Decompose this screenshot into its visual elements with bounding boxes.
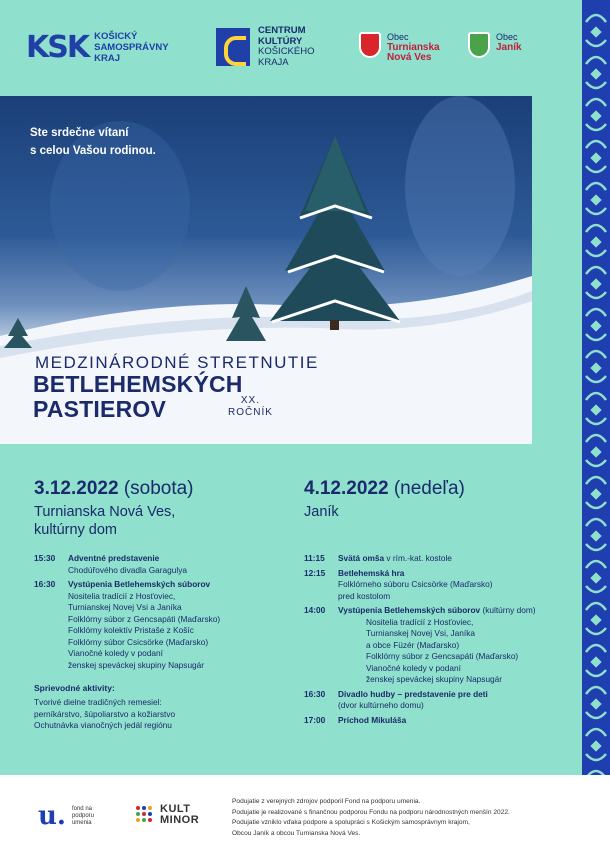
event-edition: XX. ROČNÍK bbox=[228, 395, 273, 418]
ornament-arc bbox=[586, 393, 606, 400]
schedule-detail: Folklórny kolektív Pristaše z Košíc bbox=[68, 625, 194, 635]
ornament-arc bbox=[586, 628, 606, 634]
schedule-event-title: Vystúpenia Betlehemských súborov bbox=[68, 579, 211, 589]
ornament-diamond bbox=[590, 68, 601, 79]
ornament-arc bbox=[586, 225, 606, 232]
ck-logo-text: CENTRUM KULTÚRY KOŠICKÉHO KRAJA bbox=[258, 25, 315, 68]
ornament-arc bbox=[586, 57, 606, 64]
schedule-detail: Folklórny súbor z Gencsapáti (Maďarsko) bbox=[366, 651, 519, 661]
ornament-border bbox=[582, 0, 610, 775]
kultminor-dots-icon bbox=[136, 806, 154, 824]
ornament-diamond bbox=[590, 320, 601, 331]
ornament-arc bbox=[586, 82, 606, 88]
ck-logo bbox=[216, 26, 315, 68]
event-subtitle: MEDZINÁRODNÉ STRETNUTIE bbox=[35, 353, 319, 372]
ornament-diamond bbox=[590, 572, 601, 583]
schedule-event bbox=[338, 553, 452, 565]
ornament-arc bbox=[586, 460, 606, 466]
extras-title: Sprievodné aktivity: bbox=[34, 683, 115, 693]
ornament-arc bbox=[586, 124, 606, 130]
ornament-diamond bbox=[590, 446, 601, 457]
schedule-row bbox=[34, 553, 284, 565]
ornament-arc bbox=[586, 519, 606, 526]
hero-tagline: Ste srdečne vítaní s celou Vašou rodinou. bbox=[30, 127, 156, 157]
footer bbox=[0, 775, 610, 863]
ornament-arc bbox=[586, 754, 606, 760]
schedule-event bbox=[68, 553, 159, 565]
day2-place: Janík bbox=[304, 504, 339, 520]
ksk-logo-mark: KSK bbox=[26, 30, 89, 65]
schedule-event-title: Adventné predstavenie bbox=[68, 553, 160, 563]
janik-logo: Obec Janík bbox=[468, 32, 522, 58]
header-logos bbox=[26, 24, 570, 74]
ornament-arc bbox=[586, 250, 606, 256]
ksk-logo-text: KOŠICKÝ SAMOSPRÁVNY KRAJ bbox=[94, 31, 169, 64]
day1-program bbox=[34, 478, 284, 732]
schedule-detail: Vianočné koledy v podaní bbox=[68, 648, 163, 658]
ornament-arc bbox=[586, 502, 606, 508]
day1-schedule bbox=[34, 553, 284, 671]
ornament-arc bbox=[586, 544, 606, 550]
extras-item: perníkárstvo, šúpoliarstvo a kožiarstvo bbox=[34, 708, 176, 719]
ornament-arc bbox=[586, 687, 606, 694]
funding-note: Podujatie z verejných zdrojov podporil Fond na podporu umenia. bbox=[232, 798, 421, 805]
day2-date: 4.12.2022 (nedeľa) bbox=[304, 478, 465, 499]
ornament-arc bbox=[586, 334, 606, 340]
schedule-time: 16:30 bbox=[34, 579, 56, 589]
schedule-row bbox=[304, 568, 574, 580]
schedule-event-note: (kultúrny dom) bbox=[480, 605, 536, 615]
funding-note: Podujatie vzniklo vďaka podpore a spolupráci s Košickým samosprávnym krajom, bbox=[232, 819, 470, 826]
funding-note: Obcou Janík a obcou Turnianska Nová Ves. bbox=[232, 829, 361, 837]
ornament-arc bbox=[586, 15, 606, 22]
ornament-arc bbox=[586, 208, 606, 214]
ornament-arc bbox=[586, 40, 606, 46]
day1-date: 3.12.2022 (sobota) bbox=[34, 478, 194, 499]
ornament-arc bbox=[586, 645, 606, 652]
ornament-arc bbox=[586, 141, 606, 148]
ornament-diamond bbox=[590, 530, 601, 541]
ornament-arc bbox=[586, 561, 606, 568]
schedule-event-title: Svätá omša bbox=[338, 553, 385, 563]
schedule-row bbox=[304, 715, 574, 727]
ornament-arc bbox=[586, 309, 606, 316]
ornament-diamond bbox=[590, 362, 601, 373]
fund-logo bbox=[38, 801, 112, 831]
schedule-detail: Nositelia tradícií z Hosťoviec, bbox=[68, 590, 176, 601]
extras-list bbox=[34, 697, 284, 732]
fund-logo-mark: u. bbox=[38, 801, 66, 831]
schedule-detail: ženskej speváckej skupiny Napsugár bbox=[366, 674, 503, 684]
schedule-detail: a obce Füzér (Maďarsko) bbox=[366, 639, 460, 650]
ornament-diamond bbox=[590, 278, 601, 289]
ornament-arc bbox=[586, 435, 606, 442]
ck-logo-icon bbox=[216, 28, 250, 66]
ornament-arc bbox=[586, 477, 606, 484]
ornament-diamond bbox=[590, 698, 601, 709]
day2-schedule bbox=[304, 553, 574, 726]
ksk-logo bbox=[26, 30, 174, 65]
ornament-arc bbox=[586, 267, 606, 274]
schedule-row bbox=[304, 605, 574, 617]
kultminor-logo: KULT MINOR bbox=[136, 804, 199, 826]
schedule-detail: ženskej speváckej skupiny Napsugár bbox=[68, 659, 205, 670]
schedule-event-title: Vystúpenia Betlehemských súborov bbox=[338, 605, 481, 615]
ornament-arc bbox=[586, 376, 606, 382]
schedule-event bbox=[338, 715, 406, 727]
tnv-logo: Obec Turnianska Nová Ves bbox=[359, 32, 440, 64]
schedule-time: 17:00 bbox=[304, 714, 326, 725]
schedule-detail: Vianočné koledy v podaní bbox=[366, 662, 461, 673]
schedule-event bbox=[68, 579, 210, 591]
ornament-arc bbox=[586, 351, 606, 358]
ornament-arc bbox=[586, 586, 606, 592]
hero-image bbox=[0, 96, 532, 444]
ornament-arc bbox=[586, 729, 606, 736]
fir-tree-icon bbox=[270, 136, 400, 330]
ornament-arc bbox=[586, 99, 606, 106]
ornament-arc bbox=[586, 712, 606, 718]
ornament-diamond bbox=[590, 488, 601, 499]
ornament-diamond bbox=[590, 26, 601, 37]
fund-logo-text: fond na podporu umenia bbox=[71, 805, 94, 826]
day2-program bbox=[304, 478, 574, 726]
schedule-time: 11:15 bbox=[304, 553, 325, 563]
extras-item: Ochutnávka vianočných jedál regiónu bbox=[34, 720, 172, 730]
ornament-diamond bbox=[590, 614, 601, 625]
extras-item: Tvorivé dielne tradičných remesiel: bbox=[34, 697, 162, 707]
ornament-arc bbox=[586, 418, 606, 424]
schedule-time: 12:15 bbox=[304, 567, 326, 578]
schedule-event bbox=[338, 689, 488, 701]
schedule-detail: Nositelia tradícií z Hosťoviec, bbox=[366, 616, 474, 627]
ornament-diamond bbox=[590, 236, 601, 247]
ornament-arc bbox=[586, 292, 606, 298]
schedule-event-title: Betlehemská hra bbox=[338, 567, 405, 578]
ornament-arc bbox=[586, 183, 606, 190]
ornament-diamond bbox=[590, 152, 601, 163]
ornament-diamond bbox=[590, 110, 601, 121]
schedule-detail: pred kostolom bbox=[338, 590, 391, 601]
ornament-diamond bbox=[590, 404, 601, 415]
janik-coat-of-arms-icon bbox=[468, 32, 490, 58]
schedule-time: 14:00 bbox=[304, 605, 326, 615]
schedule-detail: Turnianskej Novej Vsi, Janíka bbox=[366, 628, 475, 638]
ornament-arc bbox=[586, 166, 606, 172]
ornament-diamond bbox=[590, 656, 601, 667]
ornament-arc bbox=[586, 670, 606, 676]
funding-notes bbox=[232, 797, 592, 839]
schedule-event bbox=[338, 568, 404, 580]
schedule-detail: (dvor kultúrneho domu) bbox=[338, 700, 424, 710]
schedule-event-note: v rím.-kat. kostole bbox=[384, 553, 452, 563]
ornament-diamond bbox=[590, 740, 601, 751]
schedule-time: 15:30 bbox=[34, 553, 56, 563]
schedule-row bbox=[304, 689, 574, 701]
schedule-event-title: Príchod Mikuláša bbox=[338, 714, 407, 725]
schedule-row bbox=[34, 579, 284, 591]
schedule-detail: Turnianskej Novej Vsi a Janíka bbox=[68, 602, 182, 612]
schedule-detail: Chodúřového divadla Garagulya bbox=[68, 564, 188, 575]
schedule-row bbox=[304, 553, 574, 565]
funding-note: Podujatie je realizované s finančnou podporou Fondu na podporu národnostných menšín 2022. bbox=[232, 808, 510, 816]
schedule-event-title: Divadlo hudby – predstavenie pre deti bbox=[338, 688, 488, 699]
tnv-coat-of-arms-icon bbox=[359, 32, 381, 58]
schedule-detail: Folklórneho súboru Csicsörke (Maďarsko) bbox=[338, 579, 493, 589]
schedule-time: 16:30 bbox=[304, 688, 326, 699]
schedule-detail: Folklórny súbor z Gencsapáti (Maďarsko) bbox=[68, 613, 221, 624]
ornament-diamond bbox=[590, 194, 601, 205]
schedule-detail: Folklórny súbor Csicsörke (Maďarsko) bbox=[68, 636, 209, 647]
event-title: BETLEHEMSKÝCH PASTIEROV bbox=[33, 371, 243, 422]
schedule-event bbox=[338, 605, 536, 617]
day1-place: Turnianska Nová Ves, kultúrny dom bbox=[34, 504, 176, 538]
ornament-arc bbox=[586, 603, 606, 610]
